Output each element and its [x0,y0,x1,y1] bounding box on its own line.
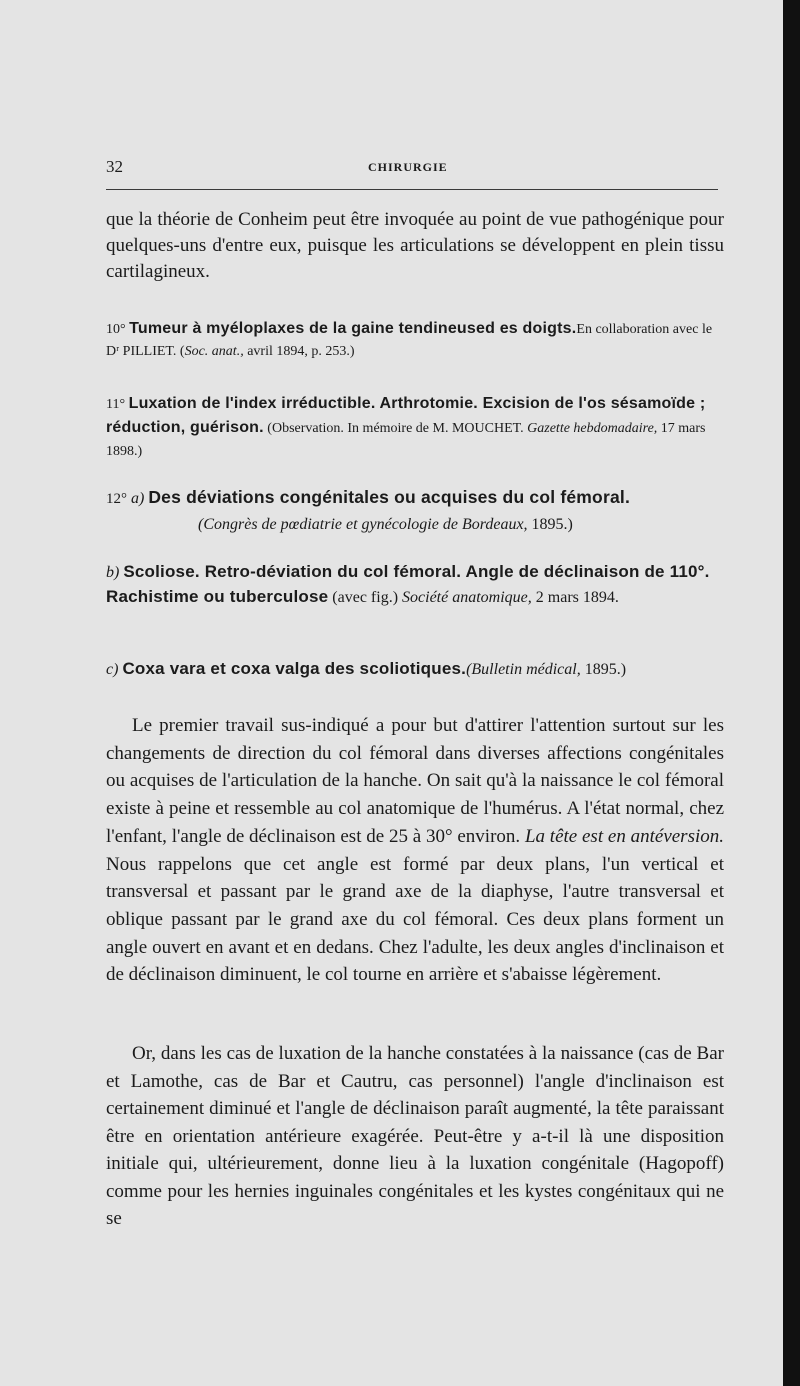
entry-letter: c) [106,661,119,678]
paragraph-text: Nous rappelons que cet angle est formé par deux plans, l'un vertical et transversal et passant par le grand axe de la diaphyse, l'autre transversal et oblique passant par le grand axe du col fémoral. Ces deux plans forment un angle ouvert en avant et en dedans. Chez l'adulte, les deux angles d'inclinaison et de déclinaison diminuent, le col tourne en arrière et s'abaisse légèrement. [106,853,724,986]
entry-title: Coxa vara et coxa valga des scoliotiques. [122,659,467,678]
entry-title: Des déviations congénitales ou acquises du col fémoral. [148,487,631,507]
bibliography-entry-12b [106,560,728,610]
bibliography-entry-12c [106,656,728,683]
paragraph-intro: que la théorie de Conheim peut être invoquée au point de vue pathogénique pour quelques-uns d'entre eux, puisque les articulations se développent en plein tissu cartilagineux. [106,209,724,282]
entry-reference: (Bulletin médical, 1895.) [466,661,627,678]
entry-title: Scoliose. Retro-déviation du col fémoral. Angle de déclinaison de 110°. Rachistime ou tuberculose [106,562,710,606]
entry-title: Luxation de l'index irréductible. Arthrotomie. Excision de l'os sésamoïde ; réduction, guérison. [106,395,706,436]
entry-letter: a) [131,490,145,507]
bibliography-entry-11 [106,392,728,463]
entry-reference: (Observation. In mémoire de M. MOUCHET. Gazette hebdomadaire, 17 mars 1898.) [106,421,706,459]
paragraph-text: Le premier travail sus-indiqué a pour but d'attirer l'attention surtout sur les changements de direction du col fémoral dans diverses affections congénitales ou acquises de l'articulation de la hanche. On sait qu'à la naissance le col fémoral existe à peine et ressemble au col anatomique de l'humérus. A l'état normal, chez l'enfant, l'angle de déclinaison est de 25 à 30° environ. [106,715,724,847]
paragraph-discussion [106,712,724,989]
section-title: CHIRURGIE [368,160,448,174]
running-header [106,157,726,181]
entry-reference: (Congrès de pœdiatrie et gynécologie de Bordeaux, 1895.) [198,516,573,533]
entry-title: Tumeur à myéloplaxes de la gaine tendineused es doigts. [129,320,577,337]
entry-number: 12° [106,491,127,507]
entry-reference: (avec fig.) Société anatomique, 2 mars 1894. [328,589,619,606]
entry-reference: En collaboration avec le Dʳ PILLIET. (Soc. anat., avril 1894, p. 253.) [106,322,713,359]
paragraph-luxation: Or, dans les cas de luxation de la hanche constatées à la naissance (cas de Bar et Lamothe, cas de Bar et Cautru, cas personnel) l'angle d'inclinaison est certainement diminué et l'angle de déclinaison paraît augmenté, la tête paraissant être en orientation antérieure exagérée. Peut-être y a-t-il là une disposition initiale qui, ultérieurement, donne lieu à la luxation congénitale (Hagopoff) comme pour les hernies inguinales congénitales et les kystes congénitaux qui ne se [106,1043,724,1229]
page-number: 32 [106,157,123,176]
bibliography-entry-12a [106,484,728,538]
entry-letter: b) [106,564,120,581]
header-rule [106,189,718,190]
bibliography-entry-10 [106,318,728,363]
paragraph-emphasis: La tête est en antéversion. [524,825,724,847]
entry-number: 10° [106,322,126,337]
entry-number: 11° [106,397,126,412]
